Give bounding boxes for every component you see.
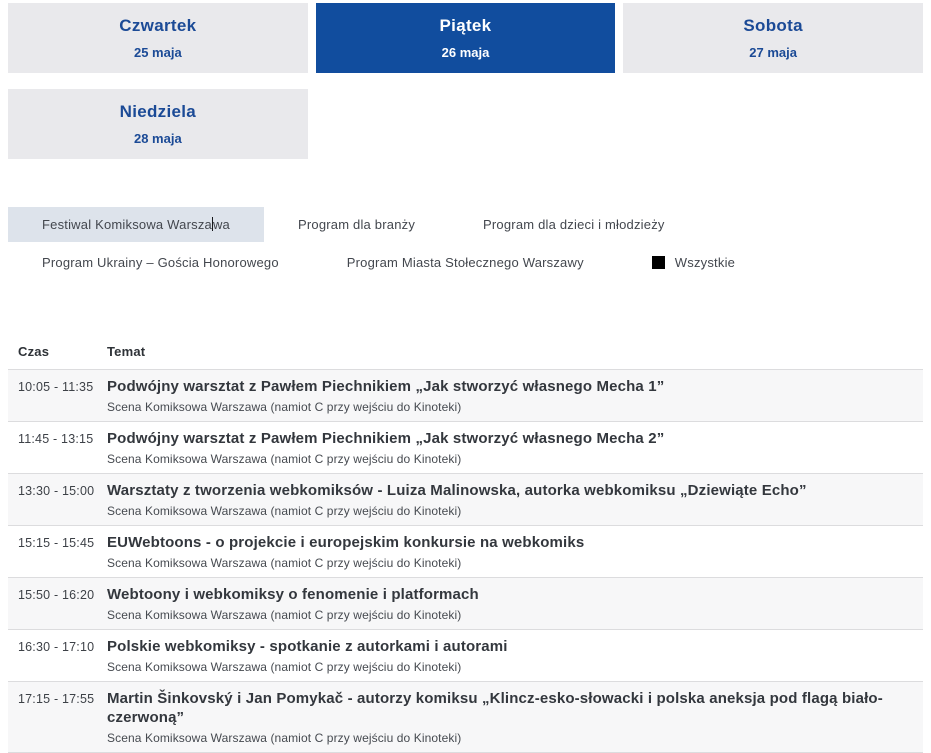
schedule-rows <box>8 369 923 753</box>
event-title: Polskie webkomiksy - spotkanie z autorkami i autorami <box>107 638 508 655</box>
event-body <box>107 481 913 518</box>
day-tabs <box>8 3 923 159</box>
event-body <box>107 377 913 414</box>
event-time: 10:05 - 11:35 <box>18 380 94 394</box>
event-title: Podwójny warsztat z Pawłem Piechnikiem „Jak stworzyć własnego Mecha 2” <box>107 430 665 447</box>
schedule-row <box>8 577 923 629</box>
event-title: Warsztaty z tworzenia webkomiksów - Luiza Malinowska, autorka webkomiksu „Dziewiąte Echo” <box>107 482 807 499</box>
day-tab-date: 26 maja <box>441 45 490 60</box>
filter-tab-label: Festiwal Komiksowa Warszawa <box>42 217 230 232</box>
event-location: Scena Komiksowa Warszawa (namiot C przy wejściu do Kinoteki) <box>107 452 462 466</box>
filter-tab-program-miasta-stolecznego-warszawy[interactable] <box>313 245 618 280</box>
filter-tabs <box>8 207 923 280</box>
event-title: EUWebtoons - o projekcie i europejskim konkursie na webkomiks <box>107 534 585 551</box>
day-tab-label: Piątek <box>439 16 492 35</box>
filter-tab-label: Program Ukrainy – Gościa Honorowego <box>42 255 279 270</box>
day-tab-piatek[interactable] <box>316 3 616 73</box>
schedule-row <box>8 629 923 681</box>
event-time: 17:15 - 17:55 <box>18 692 95 706</box>
schedule-row <box>8 473 923 525</box>
event-time: 11:45 - 13:15 <box>18 432 94 446</box>
event-body <box>107 585 913 622</box>
column-header-czas: Czas <box>18 344 50 359</box>
event-location: Scena Komiksowa Warszawa (namiot C przy wejściu do Kinoteki) <box>107 660 462 674</box>
filter-tab-program-ukrainy-goscia-honorowego[interactable] <box>8 245 313 280</box>
schedule-row <box>8 369 923 421</box>
day-tab-date: 28 maja <box>133 131 182 146</box>
filter-tab-festiwal-komiksowa-warszawa[interactable] <box>8 207 264 242</box>
filter-tab-program-dla-branzy[interactable] <box>264 207 449 242</box>
day-tab-niedziela[interactable] <box>8 89 308 159</box>
day-tab-label: Czwartek <box>119 16 197 35</box>
event-body <box>107 689 913 745</box>
event-time: 13:30 - 15:00 <box>18 484 95 498</box>
day-tab-label: Sobota <box>743 16 803 35</box>
event-location: Scena Komiksowa Warszawa (namiot C przy wejściu do Kinoteki) <box>107 608 462 622</box>
event-location: Scena Komiksowa Warszawa (namiot C przy wejściu do Kinoteki) <box>107 731 462 745</box>
event-time: 15:15 - 15:45 <box>18 536 95 550</box>
day-tab-label: Niedziela <box>119 102 197 121</box>
day-tab-czwartek[interactable] <box>8 3 308 73</box>
event-location: Scena Komiksowa Warszawa (namiot C przy wejściu do Kinoteki) <box>107 556 462 570</box>
filter-tab-wszystkie[interactable] <box>618 245 769 280</box>
event-body <box>107 533 913 570</box>
event-title: Podwójny warsztat z Pawłem Piechnikiem „Jak stworzyć własnego Mecha 1” <box>107 378 665 395</box>
schedule-row <box>8 525 923 577</box>
filter-tab-label: Program dla dzieci i młodzieży <box>483 217 665 232</box>
event-body <box>107 429 913 466</box>
event-title: Webtoony i webkomiksy o fenomenie i platformach <box>107 586 479 603</box>
filter-tab-program-dla-dzieci-i-mlodziezy[interactable] <box>449 207 699 242</box>
event-location: Scena Komiksowa Warszawa (namiot C przy wejściu do Kinoteki) <box>107 400 462 414</box>
filter-tab-label: Program dla branży <box>297 217 416 232</box>
filter-tab-label: Program Miasta Stołecznego Warszawy <box>346 255 584 270</box>
event-title: Martin Šinkovský i Jan Pomykač - autorzy komiksu „Klincz-esko-słowacki i polska aneksja pod flagą biało-czerwoną” <box>107 690 883 726</box>
schedule-header <box>8 338 923 369</box>
schedule-row <box>8 421 923 473</box>
schedule-table <box>8 338 923 753</box>
column-header-temat: Temat <box>107 344 146 359</box>
wszystkie-color-swatch-icon <box>652 256 665 269</box>
event-time: 15:50 - 16:20 <box>18 588 95 602</box>
event-body <box>107 637 913 674</box>
day-tab-date: 27 maja <box>749 45 797 60</box>
schedule-row <box>8 681 923 753</box>
event-time: 16:30 - 17:10 <box>18 640 95 654</box>
filter-tab-label: Wszystkie <box>674 255 736 270</box>
day-tab-date: 25 maja <box>133 45 182 60</box>
day-tab-sobota[interactable] <box>623 3 923 73</box>
event-location: Scena Komiksowa Warszawa (namiot C przy wejściu do Kinoteki) <box>107 504 462 518</box>
